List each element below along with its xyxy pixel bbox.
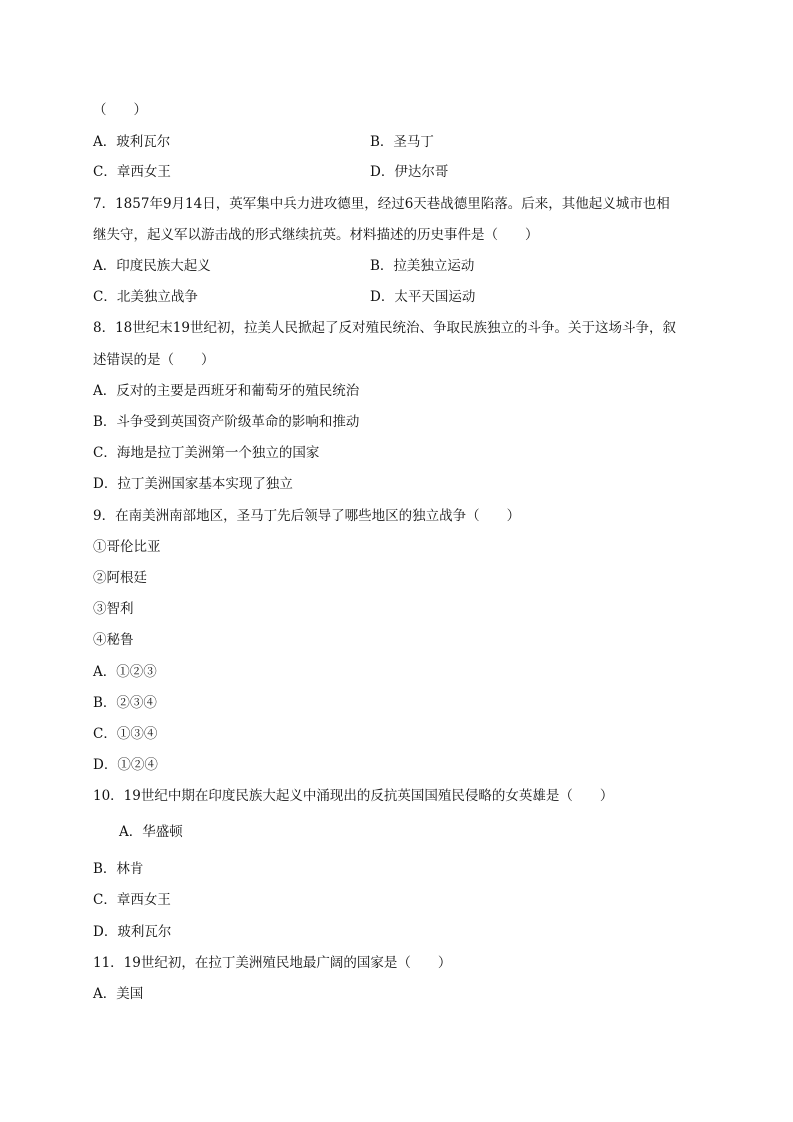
q6-options-row-2 <box>93 162 449 182</box>
q6-option-b: B．圣马丁 <box>370 134 434 150</box>
q11-stem: 11．19世纪初，在拉丁美洲殖民地最广阔的国家是（ ） <box>93 955 452 971</box>
q11-option-a: A．美国 <box>93 986 144 1002</box>
q9-option-c: C．①③④ <box>93 726 158 742</box>
q7-option-d: D．太平天国运动 <box>370 289 476 305</box>
q10-option-c: C．章西女王 <box>93 892 171 908</box>
q7-stem-line-1: 7．1857年9月14日，英军集中兵力进攻德里，经过6天巷战德里陷落。后来，其他起义城市也相 <box>93 196 670 212</box>
q7-option-c: C．北美独立战争 <box>93 289 198 305</box>
q8-stem-line-2: 述错误的是（ ） <box>93 352 215 368</box>
q9-item-2: ②阿根廷 <box>93 570 147 586</box>
q7-option-b: B．拉美独立运动 <box>370 258 475 274</box>
q10-option-d: D．玻利瓦尔 <box>93 924 172 940</box>
q7-options-row-2 <box>93 287 476 307</box>
q6-options-row-1 <box>93 132 434 152</box>
q8-option-a: A．反对的主要是西班牙和葡萄牙的殖民统治 <box>93 383 360 399</box>
q9-item-4: ④秘鲁 <box>93 632 134 648</box>
q6-option-d: D．伊达尔哥 <box>370 164 449 180</box>
q9-item-1: ①哥伦比亚 <box>93 539 161 555</box>
q9-option-b: B．②③④ <box>93 695 157 711</box>
q9-option-d: D．①②④ <box>93 757 158 773</box>
q9-stem: 9．在南美洲南部地区，圣马丁先后领导了哪些地区的独立战争（ ） <box>93 508 521 524</box>
q10-option-a: A．华盛顿 <box>119 824 183 840</box>
q10-option-b: B．林肯 <box>93 861 144 877</box>
q8-option-b: B．斗争受到英国资产阶级革命的影响和推动 <box>93 414 360 430</box>
q6-option-c: C．章西女王 <box>93 164 171 180</box>
q8-option-d: D．拉丁美洲国家基本实现了独立 <box>93 476 293 492</box>
q6-answer-bracket: （ ） <box>93 102 147 118</box>
q6-option-a: A．玻利瓦尔 <box>93 134 171 150</box>
q9-option-a: A．①②③ <box>93 664 157 680</box>
q10-stem: 10．19世纪中期在印度民族大起义中涌现出的反抗英国国殖民侵略的女英雄是（ ） <box>93 788 614 804</box>
q8-option-c: C．海地是拉丁美洲第一个独立的国家 <box>93 445 320 461</box>
q7-options-row-1 <box>93 256 475 276</box>
q7-option-a: A．印度民族大起义 <box>93 258 211 274</box>
q9-item-3: ③智利 <box>93 601 134 617</box>
q7-stem-line-2: 继失守，起义军以游击战的形式继续抗英。材料描述的历史事件是（ ） <box>93 227 539 243</box>
q8-stem-line-1: 8．18世纪末19世纪初，拉美人民掀起了反对殖民统治、争取民族独立的斗争。关于这场斗争，叙 <box>93 320 676 336</box>
